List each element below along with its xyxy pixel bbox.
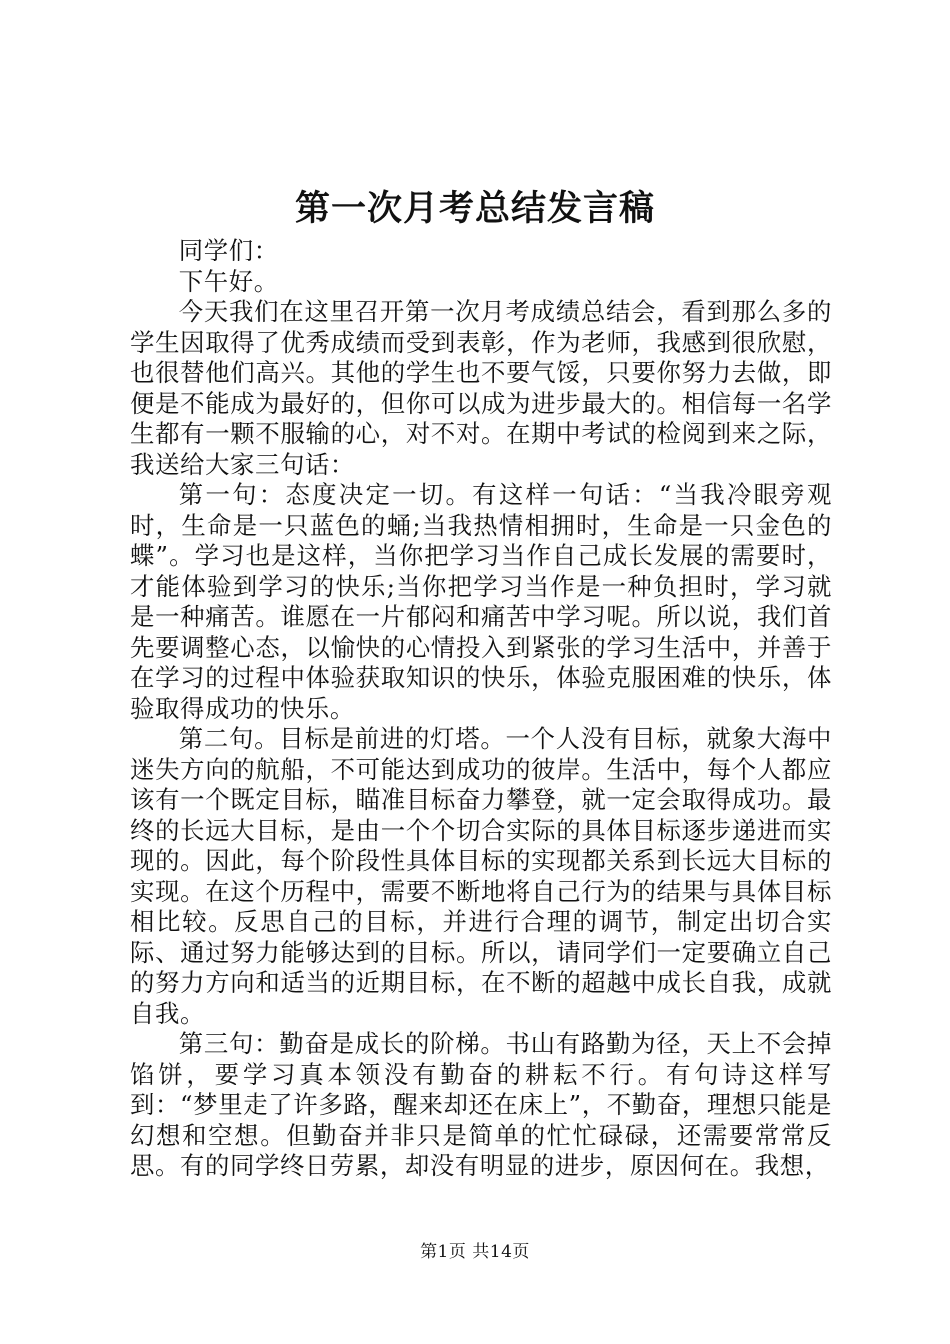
greeting-line: 下午好。 [178, 266, 279, 296]
paragraph-first-point: 第一句：态度决定一切。有这样一句话：“当我冷眼旁观时，生命是一只蓝色的蛹;当我热情相拥时，生命是一只金色的蝶”。学习也是这样，当你把学习当作自己成长发展的需要时，才能体验到学习的快乐;当你把学习当作是一种负担时，学习就是一种痛苦。谁愿在一片郁闷和痛苦中学习呢。所以说，我们首先要调整心态，以愉快的心情投入到紧张的学习生活中，并善于在学习的过程中体验获取知识的快乐，体验克服困难的快乐，体验取得成功的快乐。 [130, 480, 832, 723]
paragraph-second-point: 第二句。目标是前进的灯塔。一个人没有目标，就象大海中迷失方向的航船，不可能达到成功的彼岸。生活中，每个人都应该有一个既定目标，瞄准目标奋力攀登，就一定会取得成功。最终的长远大目标，是由一个个切合实际的具体目标逐步递进而实现的。因此，每个阶段性具体目标的实现都关系到长远大目标的实现。在这个历程中，需要不断地将自己行为的结果与具体目标相比较。反思自己的目标，并进行合理的调节，制定出切合实际、通过努力能够达到的目标。所以，请同学们一定要确立自己的努力方向和适当的近期目标，在不断的超越中成长自我，成就自我。 [130, 724, 832, 1028]
page-title: 第一次月考总结发言稿 [294, 188, 655, 229]
paragraph-intro: 今天我们在这里召开第一次月考成绩总结会，看到那么多的学生因取得了优秀成绩而受到表彰，作为老师，我感到很欣慰，也很替他们高兴。其他的学生也不要气馁，只要你努力去做，即便是不能成为最好的，但你可以成为进步最大的。相信每一名学生都有一颗不服输的心，对不对。在期中考试的检阅到来之际，我送给大家三句话： [130, 297, 832, 479]
document-body [130, 236, 832, 1182]
page-number-footer: 第1页 共14页 [420, 1242, 530, 1262]
paragraph-third-point: 第三句：勤奋是成长的阶梯。书山有路勤为径，天上不会掉馅饼，要学习真本领没有勤奋的耕耘不行。有句诗这样写到：“梦里走了许多路，醒来却还在床上”，不勤奋，理想只能是幻想和空想。但勤奋并非只是简单的忙忙碌碌，还需要常常反思。有的同学终日劳累，却没有明显的进步，原因何在。我想， [130, 1029, 832, 1180]
salutation: 同学们： [178, 236, 279, 265]
